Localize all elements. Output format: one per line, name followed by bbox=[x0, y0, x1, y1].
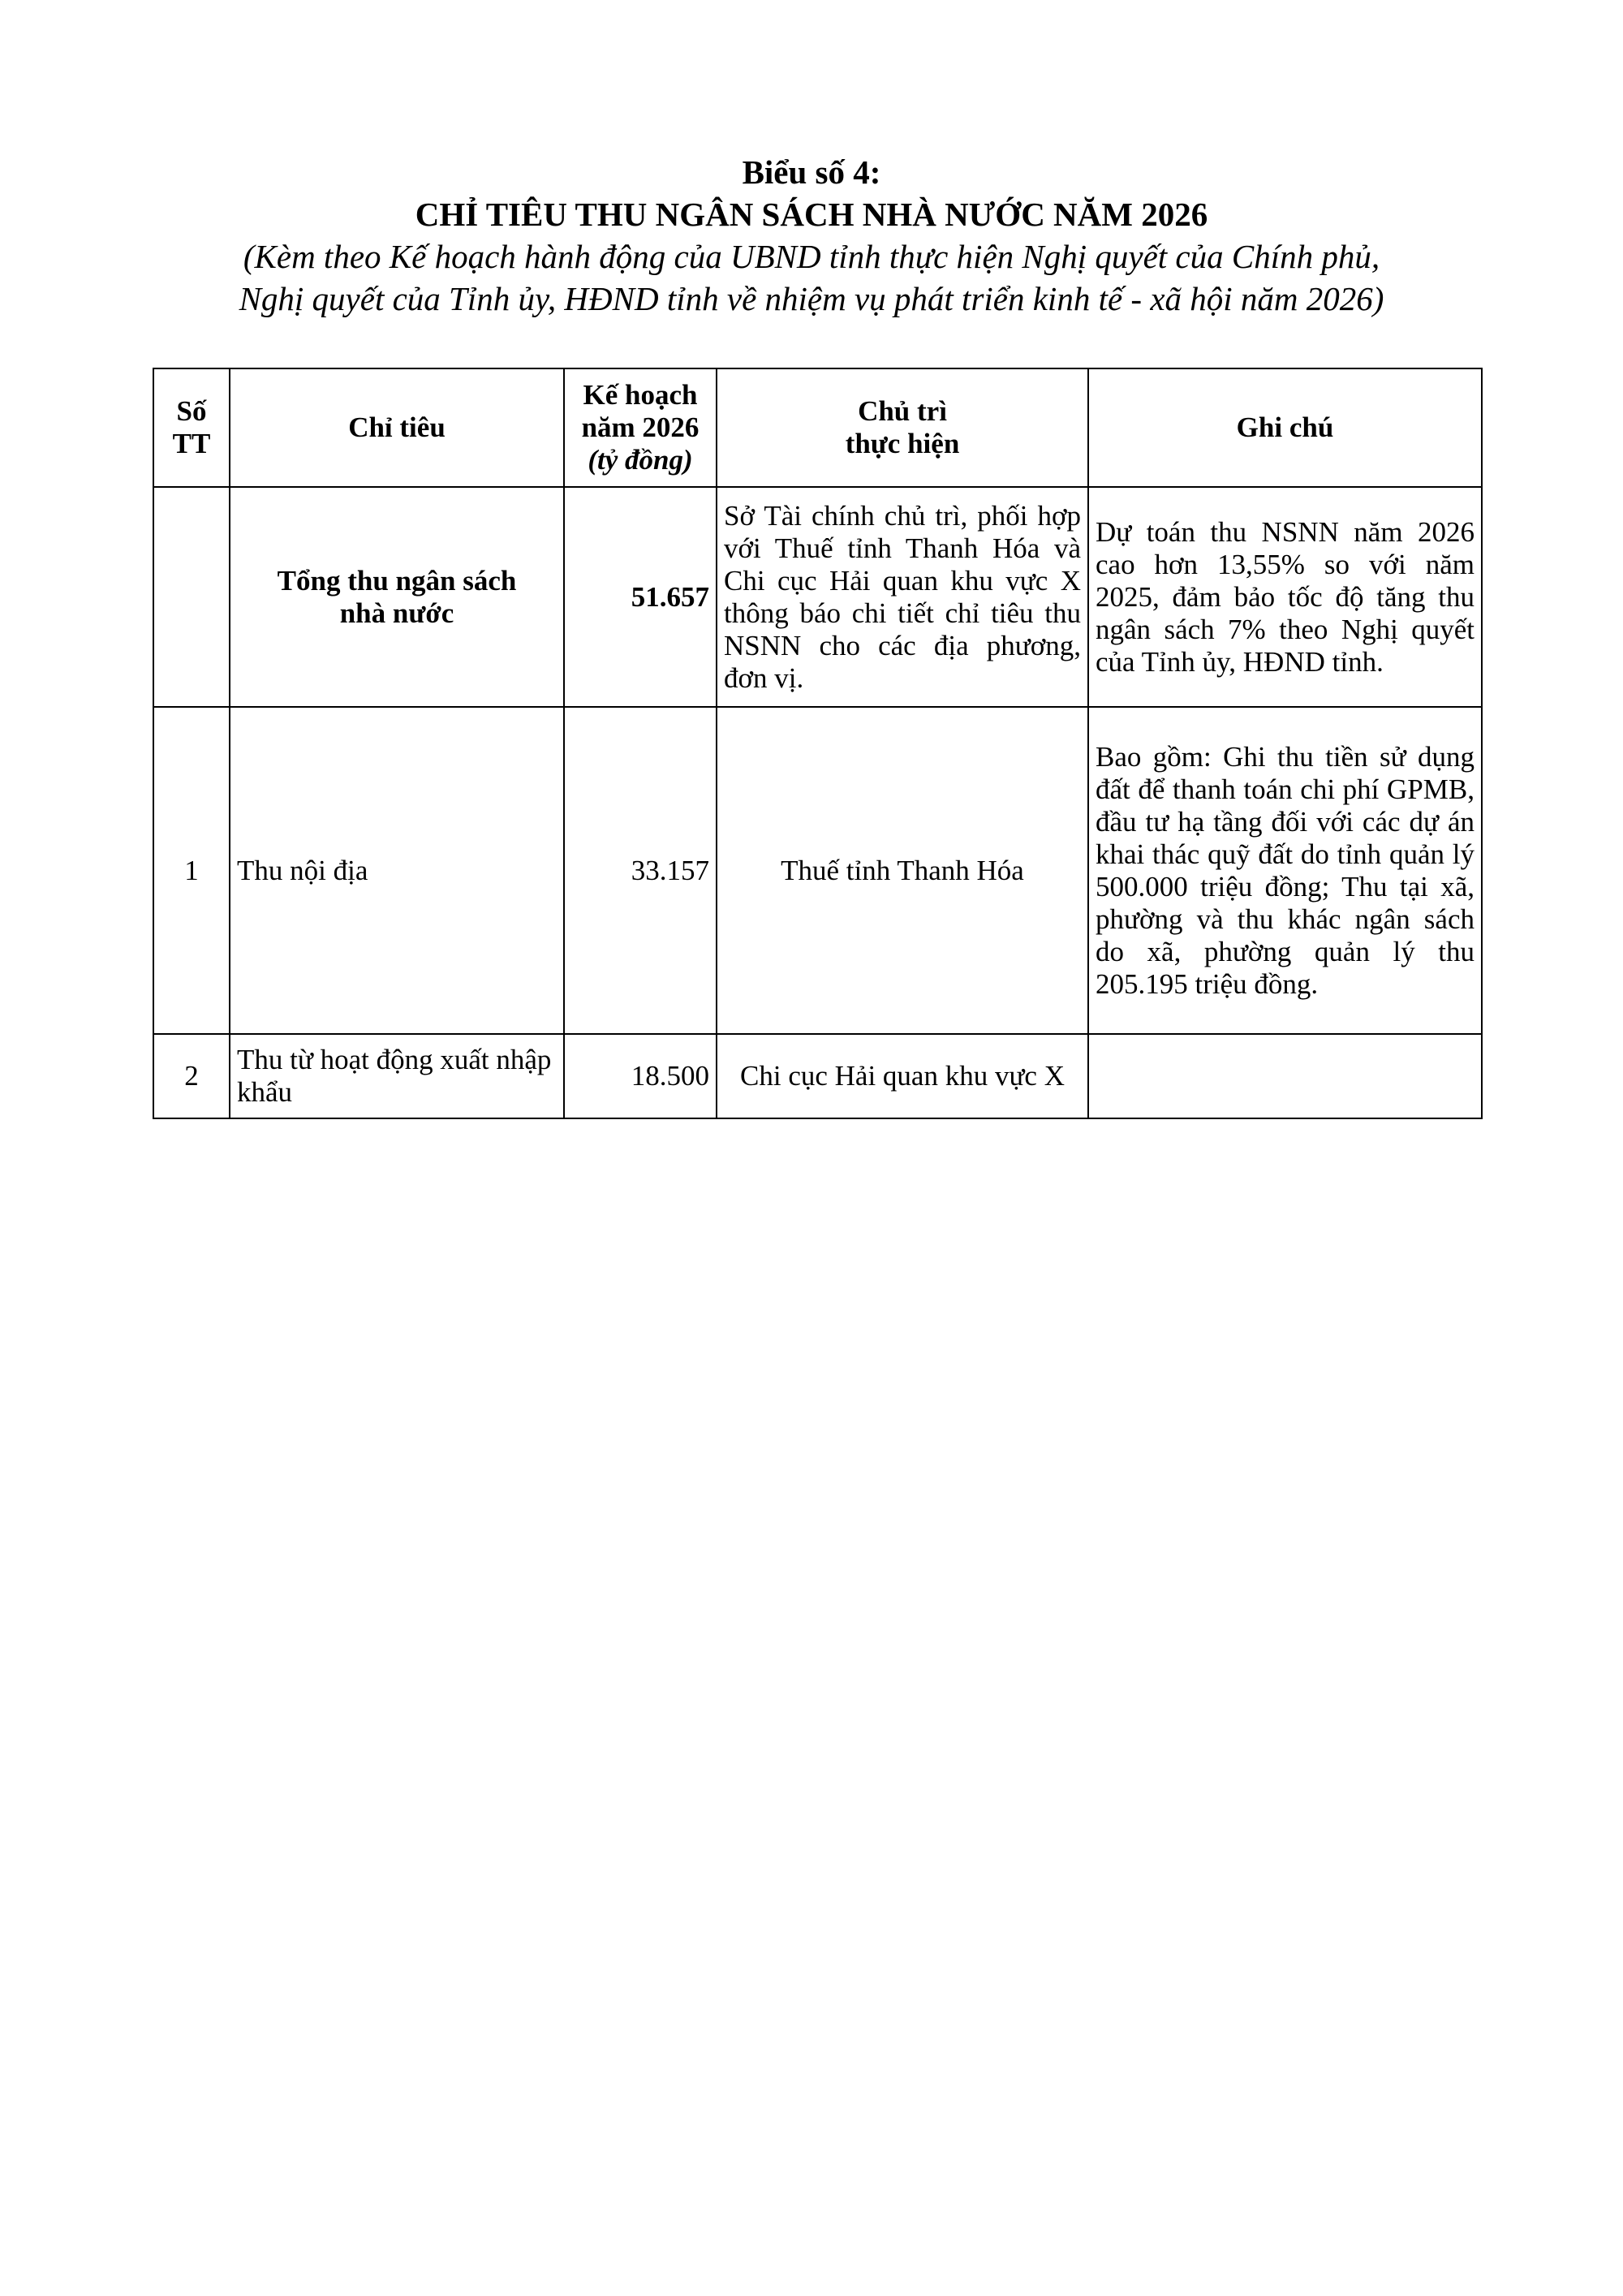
document-header bbox=[0, 151, 1623, 320]
document-subtitle-line-1: (Kèm theo Kế hoạch hành động của UBND tỉnh thực hiện Nghị quyết của Chính phủ, bbox=[243, 238, 1380, 275]
document-subtitle-line-2: Nghị quyết của Tỉnh ủy, HĐND tỉnh về nhiệm vụ phát triển kinh tế - xã hội năm 2026) bbox=[239, 280, 1384, 317]
column-header-lead-line-2: thực hiện bbox=[845, 428, 960, 459]
cell-note bbox=[1088, 1034, 1482, 1118]
column-header-note: Ghi chú bbox=[1088, 368, 1482, 487]
cell-note: Bao gồm: Ghi thu tiền sử dụng đất để thanh toán chi phí GPMB, đầu tư hạ tầng đối với các dự án khai thác quỹ đất do tỉnh quản lý 500.000 triệu đồng; Thu tại xã, phường và thu khác ngân sách do xã, phường quản lý thu 205.195 triệu đồng. bbox=[1088, 707, 1482, 1034]
column-header-lead-line-1: Chủ trì bbox=[858, 395, 947, 427]
column-header-lead bbox=[717, 368, 1088, 487]
column-header-stt-line-2: TT bbox=[172, 428, 211, 459]
cell-indicator-line-2: nhà nước bbox=[339, 597, 454, 629]
cell-note: Dự toán thu NSNN năm 2026 cao hơn 13,55% so với năm 2025, đảm bảo tốc độ tăng thu ngân sách 7% theo Nghị quyết của Tỉnh ủy, HĐND tỉnh. bbox=[1088, 487, 1482, 707]
cell-plan-value: 18.500 bbox=[564, 1034, 717, 1118]
table-row bbox=[153, 707, 1482, 1034]
budget-revenue-table bbox=[153, 368, 1483, 1119]
column-header-indicator: Chỉ tiêu bbox=[230, 368, 564, 487]
column-header-plan-line-2: năm 2026 bbox=[581, 411, 700, 443]
column-header-stt bbox=[153, 368, 230, 487]
table-row bbox=[153, 1034, 1482, 1118]
cell-indicator bbox=[230, 487, 564, 707]
column-header-plan-unit: (tỷ đồng) bbox=[588, 444, 693, 476]
cell-indicator-line-1: Tổng thu ngân sách bbox=[277, 564, 517, 597]
table-header-row bbox=[153, 368, 1482, 487]
cell-indicator: Thu từ hoạt động xuất nhập khẩu bbox=[230, 1034, 564, 1118]
document-title: CHỈ TIÊU THU NGÂN SÁCH NHÀ NƯỚC NĂM 2026 bbox=[415, 196, 1208, 233]
cell-lead-unit: Thuế tỉnh Thanh Hóa bbox=[717, 707, 1088, 1034]
cell-stt: 2 bbox=[153, 1034, 230, 1118]
column-header-plan-line-1: Kế hoạch bbox=[583, 379, 698, 411]
cell-plan-value: 33.157 bbox=[564, 707, 717, 1034]
cell-lead-unit: Sở Tài chính chủ trì, phối hợp với Thuế tỉnh Thanh Hóa và Chi cục Hải quan khu vực X thông báo chi tiết chỉ tiêu thu NSNN cho các địa phương, đơn vị. bbox=[717, 487, 1088, 707]
cell-stt: 1 bbox=[153, 707, 230, 1034]
cell-lead-unit: Chi cục Hải quan khu vực X bbox=[717, 1034, 1088, 1118]
cell-plan-value: 51.657 bbox=[564, 487, 717, 707]
form-number: Biểu số 4: bbox=[742, 153, 881, 191]
column-header-plan bbox=[564, 368, 717, 487]
table-row-total bbox=[153, 487, 1482, 707]
column-header-stt-line-1: Số bbox=[176, 395, 207, 427]
cell-stt bbox=[153, 487, 230, 707]
cell-indicator: Thu nội địa bbox=[230, 707, 564, 1034]
